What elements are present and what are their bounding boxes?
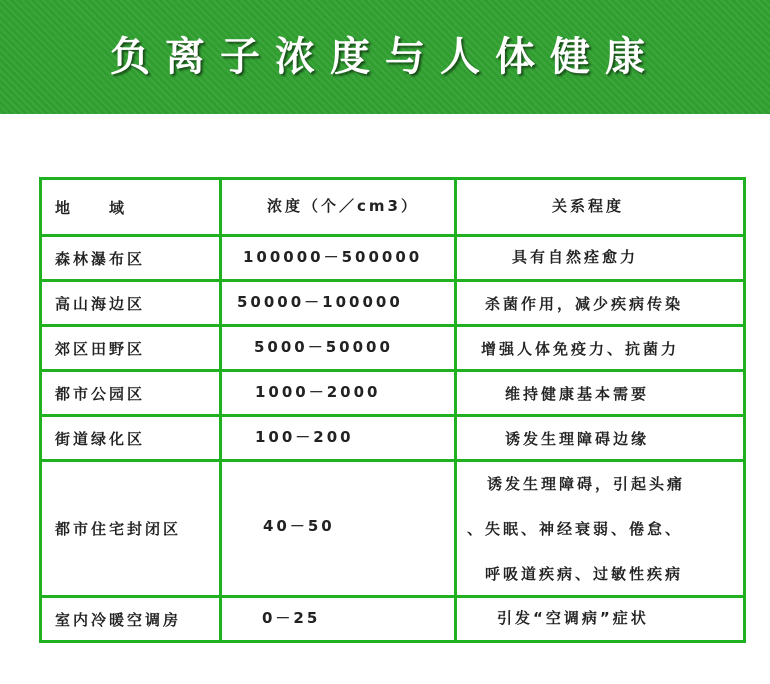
- concentration-cell: 5000－50000: [221, 326, 456, 371]
- header-concentration: 浓度（个／cm3）: [221, 179, 456, 236]
- concentration-cell: 50000－100000: [221, 281, 456, 326]
- header-relation: 关系程度: [456, 179, 745, 236]
- relation-cell: 增强人体免疫力、抗菌力: [456, 326, 745, 371]
- concentration-cell: 1000－2000: [221, 371, 456, 416]
- relation-cell: [456, 461, 745, 597]
- concentration-cell: 100000－500000: [221, 236, 456, 281]
- health-table: [39, 177, 746, 643]
- relation-cell: 引发“空调病”症状: [456, 597, 745, 642]
- concentration-cell: 0－25: [221, 597, 456, 642]
- table-row: [41, 416, 745, 461]
- relation-line: 诱发生理障碍，引起头痛: [487, 474, 686, 493]
- region-cell: 都市住宅封闭区: [41, 461, 221, 597]
- table-row: [41, 236, 745, 281]
- region-cell: 室内冷暖空调房: [41, 597, 221, 642]
- concentration-cell: 100－200: [221, 416, 456, 461]
- region-cell: 街道绿化区: [41, 416, 221, 461]
- table-header-row: [41, 179, 745, 236]
- relation-cell: 具有自然痊愈力: [456, 236, 745, 281]
- table-row: [41, 597, 745, 642]
- relation-line: 、失眠、神经衰弱、倦怠、: [467, 519, 684, 538]
- relation-cell: 杀菌作用，减少疾病传染: [456, 281, 745, 326]
- page-title: 负离子浓度与人体健康: [110, 33, 660, 80]
- table-row: [41, 371, 745, 416]
- title-banner: [0, 0, 770, 114]
- region-cell: 都市公园区: [41, 371, 221, 416]
- concentration-cell: 40－50: [221, 461, 456, 597]
- region-cell: 郊区田野区: [41, 326, 221, 371]
- table-row: [41, 461, 745, 597]
- region-cell: 高山海边区: [41, 281, 221, 326]
- relation-cell: 维持健康基本需要: [456, 371, 745, 416]
- table-row: [41, 281, 745, 326]
- relation-line: 呼吸道疾病、过敏性疾病: [485, 564, 684, 583]
- relation-cell: 诱发生理障碍边缘: [456, 416, 745, 461]
- region-cell: 森林瀑布区: [41, 236, 221, 281]
- table-row: [41, 326, 745, 371]
- header-region: 地 域: [41, 179, 221, 236]
